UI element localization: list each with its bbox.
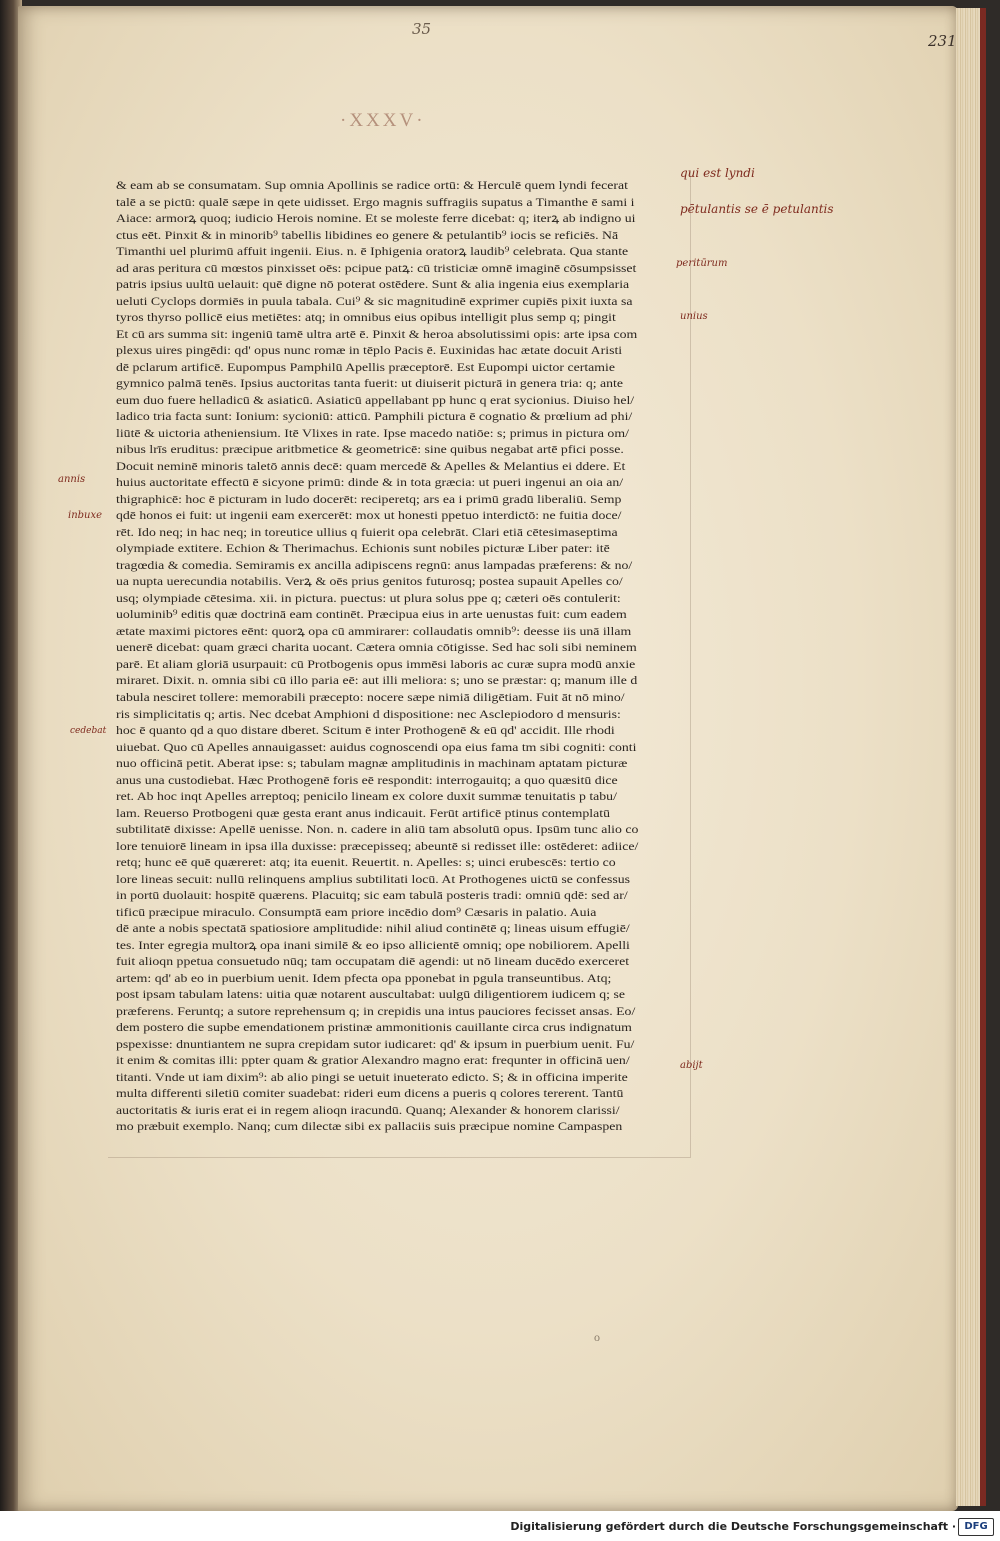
text-line: pspexisse: dnuntiantem ne supra crepidam sutor iudicaret: qd' & ipsum in puerbium uenit. Fu/ [116,1036,635,1051]
text-line: ctus eēt. Pinxit & in minorib⁹ tabellis libidines eo genere & petulantib⁹ iocis se reficiēs. Nā [116,227,619,242]
text-line: lam. Reuerso Protbogeni quæ gesta erant anus indicauit. Ferūt artificē ptinus contemplatū [116,805,610,820]
text-line: Et cū ars summa sit: ingeniū tamē ultra artē ē. Pinxit & heroa absolutissimi opis: arte ipsa com [116,326,638,341]
text-line: fuit alioqn ppetua consuetudo nūq; tam occupatam diē agendi: ut nō lineam ducēdo exerceret [116,954,630,969]
text-line: & eam ab se consumatam. Sup omnia Apollinis se radice ortū: & Herculē quem lyndi fecerat [116,178,629,192]
text-line: subtilitatē dixisse: Apellē uenisse. Non. n. cadere in aliū tam absolutū opus. Ipsūm tunc alio co [116,822,639,837]
text-line: it enim & comitas illi: ppter quam & gratior Alexandro magno erat: frequnter in officinā uen/ [116,1053,630,1068]
text-line: Aiace: armorꝝ quoq; iudicio Herois nomine. Et se moleste ferre dicebat: q; iterꝝ ab indigno ui [116,211,636,226]
digitization-footer [0,1511,1000,1541]
text-line: dem postero die supbe emendationem pristinæ ammonitionis cauillante circa crus indignatum [116,1020,632,1035]
text-line: tificū præcipue miraculo. Consumptā eam priore incēdio dom⁹ Cæsaris in palatio. Auia [116,904,597,919]
text-line: tabula nesciret tollere: memorabili præcepto: nocere sæpe nimiā diligētiam. Fuit āt nō mino/ [116,689,625,704]
marginal-note-right: unius [680,311,708,322]
text-line: multa differenti siletiū comiter suadebat: rideri eum dicens a pueris q colores tererent. Tantū [116,1086,624,1101]
text-line: tes. Inter egregia multorꝝ opa inani similē & eo ipso allicientē omniq; ope nobiliorem. Apelli [116,937,630,952]
text-line: ad aras peritura cū mœstos pinxisset oēs: pcipue patꝝ: cū tristiciæ omnē imaginē cōsumpsisset [116,260,637,275]
text-line: dē ante a nobis spectatā spatiosiore amplitudide: nihil aliud continētē q; lineas uisum effugiē/ [116,921,630,936]
text-line: post ipsam tabulam latens: uitia quæ notarent auscultabat: uulgū diligentiorem iudicem q; se [116,987,625,1002]
text-line: uenerē dicebat: quam græci charita uocant. Cætera omnia cōtigisse. Sed hac soli sibi neminem [116,640,637,655]
marginal-note-right: peritūrum [676,258,728,269]
marginal-note-left: cedebat [70,726,107,736]
text-line: anus una custodiebat. Hæc Prothogenē foris eē respondit: interrogauitq; a quo quæsitū dice [116,772,618,787]
text-line: rēt. Ido neq; in hac neq; in toreutice ullius q fuierit opa celebrāt. Clari etiā cētesimaseptima [116,524,618,539]
text-line: uoluminib⁹ editis quæ doctrinā eam continēt. Præcipua eius in arte uenustas fuit: cum eadem [116,607,627,622]
text-line: ris simplicitatis q; artis. Nec dcebat Amphioni d dispositione: nec Asclepiodoro d mensuris: [116,706,621,721]
text-line: lore lineas secuit: nullū relinquens amplius subtilitati locū. At Prothogenes uictū se confessus [116,871,630,886]
marginal-note-right: abijt [680,1060,703,1071]
text-line: Docuit neminē minoris taletō annis decē: quam mercedē & Apelles & Melantius ei ddere. Et [116,458,626,473]
folio-number-center: 35 [412,20,432,38]
text-line: olympiade extitere. Echion & Therimachus. Echionis sunt nobiles picturæ Liber pater: itē [116,541,610,556]
text-line: talē a se pictū: qualē sæpe in qete uidisset. Ergo magnis suffragiis supatus a Timanthe ē sami i [116,194,635,209]
text-line: tragœdia & comedia. Semiramis ex ancilla adipiscens regnū: anus lampadas præferens: & no/ [116,557,633,572]
text-line: tyros thyrso pollicē eius metiētes: atq; in omnibus eius opibus intelligit plus semp q; pingit [116,310,616,325]
text-line: dē pclarum artificē. Eupompus Pamphilū Apellis præceptorē. Est Eupompi uictor certamie [116,359,615,374]
text-line: in portū duolauit: hospitē quærens. Placuitq; sic eam tabulā posteris tradi: omniū qdē: sed ar/ [116,888,628,903]
text-line: plexus uires pingēdi: qd' opus nunc romæ in tēplo Pacis ē. Euxinidas hac ætate docuit Aristi [116,343,623,358]
text-line: nibus lrīs eruditus: præcipue aritbmetice & geometricē: sine quibus negabat artē pfici posse. [116,442,624,457]
text-line: gymnico palmā tenēs. Ipsius auctoritas tanta fuerit: ut diuiserit picturā in genera tria: q; ante [116,376,623,391]
text-line: titanti. Vnde ut iam dixim⁹: ab alio pingi se uetuit inueterato edicto. S; & in officina imperite [116,1069,628,1084]
text-line: ueluti Cyclops dormiēs in puula tabala. Cui⁹ & sic magnitudinē exprimer cupiēs pixit iuxta sa [116,293,633,308]
marginal-note-left: inbuxe [68,510,103,521]
text-line: eum duo fuere helladicū & asiaticū. Asiaticū appellabant pp hunc q erat sycionius. Diuiso hel/ [116,392,635,407]
text-line: parē. Et aliam gloriā usurpauit: cū Protbogenis opus immēsi laboris ac curæ supra modū anxie [116,656,636,671]
text-line: usq; olympiade cētesima. xii. in pictura. puectus: ut plura solus ppe q; cæteri oēs contulerit: [116,590,621,605]
text-line: ret. Ab hoc inqt Apelles arreptoq; penicilo lineam ex colore duxit summæ tenuitatis p tabu/ [116,789,617,804]
text-line: huius auctoritate effectū ē sicyone primū: dinde & in tota græcia: ut pueri ingenui an oia an/ [116,475,624,490]
marginal-note-right: pētulantis se ē petulantis [680,202,834,216]
ink-loop-mark: o [594,1330,600,1344]
stacked-page-edges [956,8,986,1506]
text-line: miraret. Dixit. n. omnia sibi cū illo paria eē: aut illi meliora: s; uno se præstar: q; manum ille d [116,673,638,688]
text-line: thigraphicē: hoc ē picturam in ludo docerēt: reciperetq; ars ea i primū gradū liberaliū. Semp [116,491,622,506]
book-heading: ·XXXV· [340,110,426,131]
text-line: ua nupta uerecundia notabilis. Verꝝ & oēs prius genitos futurosq; postea supauit Apelles co/ [116,574,623,589]
text-line: hoc ē quanto qd a quo distare dberet. Scitum ē inter Prothogenē & eū qd' accidit. Ille rhodi [116,723,615,738]
text-line: mo præbuit exemplo. Nanq; cum dilectæ sibi ex pallaciis suis præcipue nomine Campaspen [116,1119,623,1134]
text-line: liūtē & uictoria atheniensium. Itē Vlixes in rate. Ipse macedo natiōe: s; primus in pictura om/ [116,425,629,440]
text-line: uiuebat. Quo cū Apelles annauigasset: auidus cognoscendi opa eius fama tm sibi cogniti: conti [116,739,637,754]
text-line: patris ipsius uultū uelauit: quē digne nō poterat ostēdere. Sunt & alia ingenia eius exemplaria [116,277,630,292]
text-line: Timanthi uel plurimū affuit ingenii. Eius. n. ē Iphigenia oratorꝝ laudib⁹ celebrata. Qua stante [116,244,629,259]
marginal-note-right: qui est lyndi [680,166,755,180]
text-line: qdē honos ei fuit: ut ingenii eam exercerēt: mox ut honesti ppetuo interdictō: ne fuitia doce/ [116,508,622,523]
text-line: præferens. Feruntq; a sutore reprehensum q; in crepidis una intus pauciores fecisset ansas. Eo/ [116,1003,636,1018]
funding-credit: Digitalisierung gefördert durch die Deutsche Forschungsgemeinschaft · [510,1520,956,1533]
dfg-logo-icon: DFG [958,1518,994,1536]
text-line: ætate maximi pictores eēnt: quorꝝ opa cū ammirarer: collaudatis omnib⁹: deesse iis unā illam [116,623,632,638]
text-line: lore tenuiorē lineam in ipsa illa duxisse: præcepisseq; abeuntē si redisset ille: ostēderet: adiice/ [116,838,639,853]
main-text-block [116,177,686,1135]
marginal-note-left: annis [58,474,86,485]
text-line: nuo officinā petit. Aberat ipse: s; tabulam magnæ amplitudinis in machinam aptatam picturæ [116,756,628,771]
text-line: ladico tria facta sunt: Ionium: sycioniū: atticū. Pamphili pictura ē cognatio & prœlium ad phi/ [116,409,633,424]
text-line: auctoritatis & iuris erat ei in regem alioqn iracundū. Quanq; Alexander & honorem clarissi/ [116,1102,620,1117]
folio-number-right: 231 [928,32,957,50]
text-line: retq; hunc eē quē quæreret: atq; ita euenit. Reuertit. n. Apelles: s; uinci erubescēs: tertio co [116,855,616,870]
text-line: artem: qd' ab eo in puerbium uenit. Idem pfecta opa pponebat in pgula transeuntibus. Atq; [116,970,612,985]
